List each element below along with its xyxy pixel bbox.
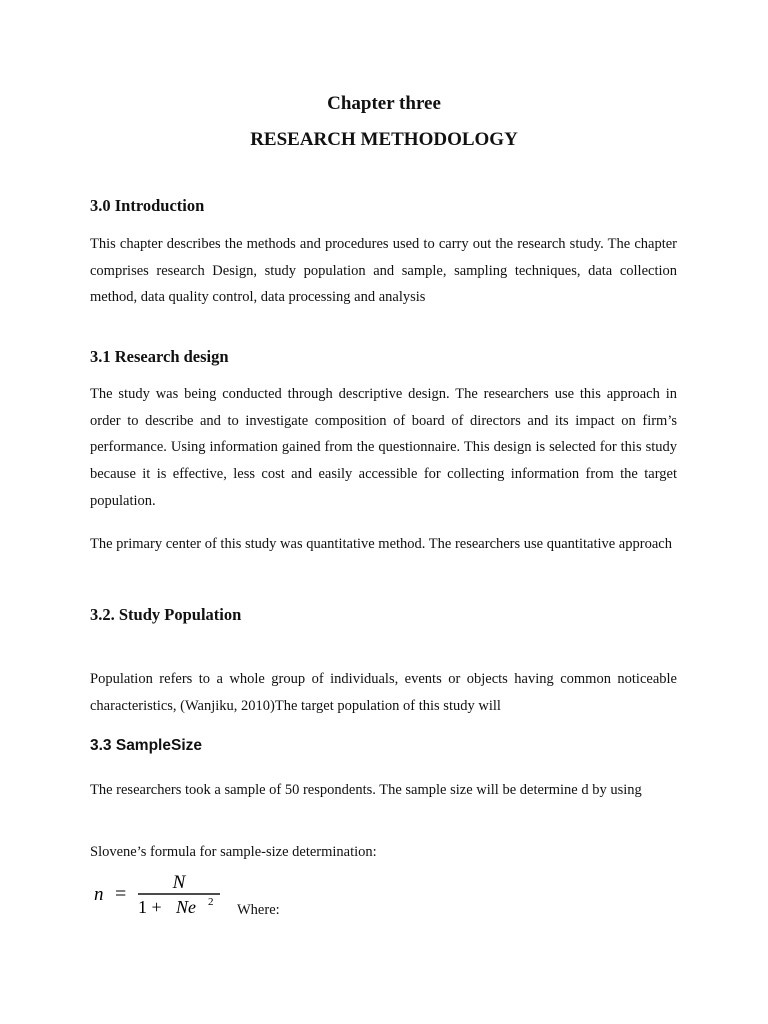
formula-intro-text: Slovene’s formula for sample-size determination: bbox=[90, 844, 377, 860]
introduction-paragraph: This chapter describes the methods and procedures used to carry out the research study. The chapter comprises research Design, study population and sample, sampling techniques, data collection method, data quality control, data processing and analysis bbox=[90, 236, 677, 306]
study-population-paragraph: Population refers to a whole group of individuals, events or objects having common noticeable characteristics, (Wanjiku, 2010)The target population of this study will bbox=[90, 671, 677, 714]
formula-denominator-prefix: 1 + bbox=[138, 897, 162, 917]
section-heading-study-population: 3.2. Study Population bbox=[90, 605, 242, 624]
section-heading-introduction: 3.0 Introduction bbox=[90, 196, 205, 215]
section-heading-sample-size: 3.3 SampleSize bbox=[90, 737, 203, 754]
formula-exponent: 2 bbox=[208, 896, 214, 908]
slovene-formula bbox=[92, 870, 232, 920]
research-design-paragraph-1: The study was being conducted through descriptive design. The researchers use this approach in order to describe and to investigate composition of board of directors and its impact on firm’s performance. Using information gained from the questionnaire. This design is selected for this study because it is effective, less cost and easily accessible for collecting information from the target population. bbox=[90, 386, 677, 509]
formula-denominator-variable: Ne bbox=[176, 897, 196, 917]
main-title: RESEARCH METHODOLOGY bbox=[250, 129, 518, 150]
section-heading-research-design: 3.1 Research design bbox=[90, 347, 229, 366]
research-design-paragraph-2: The primary center of this study was quantitative method. The researchers use quantitative approach bbox=[90, 536, 672, 552]
formula-numerator: N bbox=[172, 872, 186, 893]
chapter-title: Chapter three bbox=[327, 93, 441, 114]
formula-equals: = bbox=[115, 883, 127, 905]
sample-size-paragraph: The researchers took a sample of 50 respondents. The sample size will be determine d by using bbox=[90, 782, 642, 798]
formula-lhs: n bbox=[94, 884, 104, 905]
where-label: Where: bbox=[237, 902, 280, 918]
